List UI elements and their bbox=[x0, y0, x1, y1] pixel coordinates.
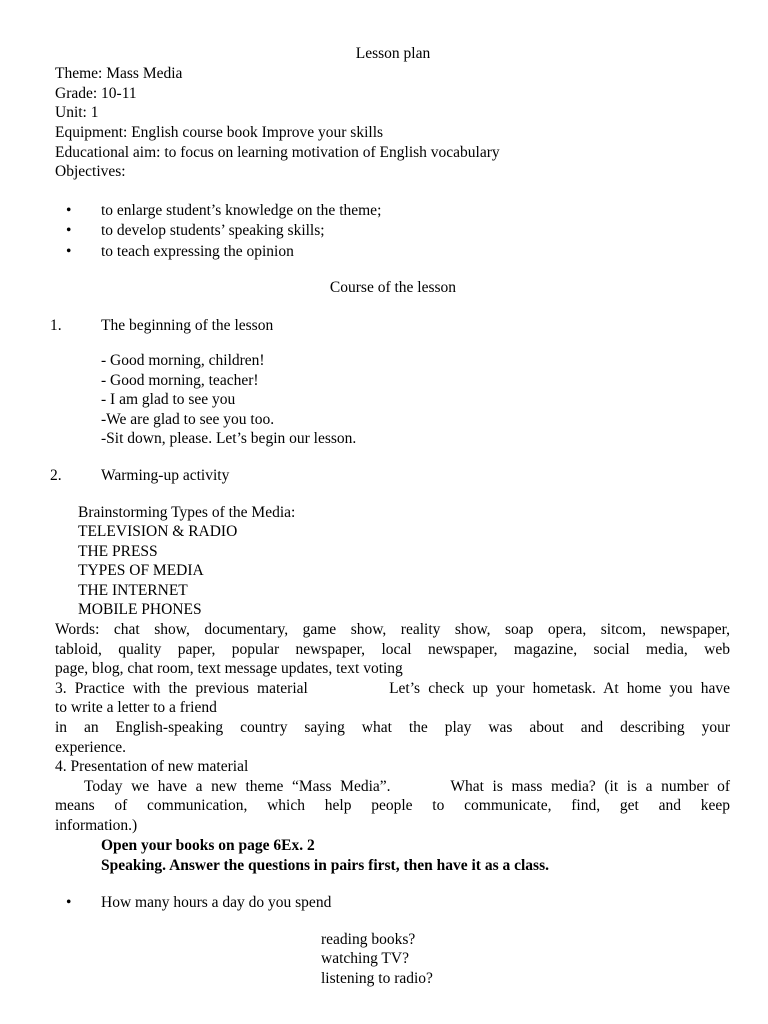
list-item: reading books? bbox=[321, 931, 416, 948]
aim-line: Educational aim: to focus on learning motivation of English vocabulary bbox=[55, 144, 500, 161]
section-number: 1. bbox=[50, 317, 62, 334]
presentation-line: means of communication, which help people to communicate, find, get and keep bbox=[55, 797, 730, 814]
dialogue-line: -We are glad to see you too. bbox=[101, 411, 275, 428]
words-line: Words: chat show, documentary, game show, reality show, soap opera, sitcom, newspaper, bbox=[55, 621, 730, 638]
list-item: MOBILE PHONES bbox=[78, 601, 202, 618]
list-item: THE INTERNET bbox=[78, 582, 188, 599]
list-item: TYPES OF MEDIA bbox=[78, 562, 204, 579]
list-item: watching TV? bbox=[321, 950, 409, 967]
document-title: Lesson plan bbox=[355, 45, 431, 62]
objective-text: to teach expressing the opinion bbox=[101, 243, 294, 260]
presentation-line: information.) bbox=[55, 817, 138, 834]
bullet-icon: • bbox=[66, 222, 72, 239]
bullet-icon: • bbox=[66, 202, 72, 219]
theme-line: Theme: Mass Media bbox=[55, 65, 183, 82]
brainstorm-label: Brainstorming Types of the Media: bbox=[78, 504, 296, 521]
dialogue-line: -Sit down, please. Let’s begin our lesson. bbox=[101, 430, 357, 447]
course-title: Course of the lesson bbox=[329, 279, 457, 296]
list-item: TELEVISION & RADIO bbox=[78, 523, 238, 540]
speaking-lead: Speaking bbox=[101, 857, 163, 874]
practice-line: 3. Practice with the previous material Let’s check up your hometask. At home you have bbox=[55, 680, 730, 697]
list-item: THE PRESS bbox=[78, 543, 158, 560]
section-title: The beginning of the lesson bbox=[101, 317, 274, 334]
dialogue-line: - Good morning, teacher! bbox=[101, 372, 259, 389]
practice-line: to write a letter to a friend bbox=[55, 699, 217, 716]
objectives-label: Objectives: bbox=[55, 163, 126, 180]
objective-text: to develop students’ speaking skills; bbox=[101, 222, 325, 239]
bullet-icon: • bbox=[66, 243, 72, 260]
section-title: Warming-up activity bbox=[101, 467, 230, 484]
unit-line: Unit: 1 bbox=[55, 104, 99, 121]
dialogue-line: - I am glad to see you bbox=[101, 391, 236, 408]
equipment-line: Equipment: English course book Improve your skills bbox=[55, 124, 384, 141]
words-line: page, blog, chat room, text message updates, text voting bbox=[55, 660, 403, 677]
question-text: How many hours a day do you spend bbox=[101, 894, 332, 911]
bullet-icon: • bbox=[66, 894, 72, 911]
words-line: tabloid, quality paper, popular newspaper, local newspaper, magazine, social media, web bbox=[55, 641, 730, 658]
dialogue-line: - Good morning, children! bbox=[101, 352, 265, 369]
objective-text: to enlarge student’s knowledge on the theme; bbox=[101, 202, 382, 219]
instruction-open-books: Open your books on page 6Ex. 2 bbox=[101, 837, 315, 854]
section-number: 2. bbox=[50, 467, 62, 484]
grade-line: Grade: 10-11 bbox=[55, 85, 137, 102]
presentation-line: Today we have a new theme “Mass Media”. What is mass media? (it is a number of bbox=[84, 778, 730, 795]
instruction-speaking bbox=[101, 856, 549, 876]
practice-line: experience. bbox=[55, 739, 126, 756]
speaking-rest: . Answer the questions in pairs first, then have it as a class. bbox=[162, 857, 549, 874]
practice-line: in an English-speaking country saying what the play was about and describing your bbox=[55, 719, 730, 736]
list-item: listening to radio? bbox=[321, 970, 433, 987]
section4-title: 4. Presentation of new material bbox=[55, 758, 249, 775]
